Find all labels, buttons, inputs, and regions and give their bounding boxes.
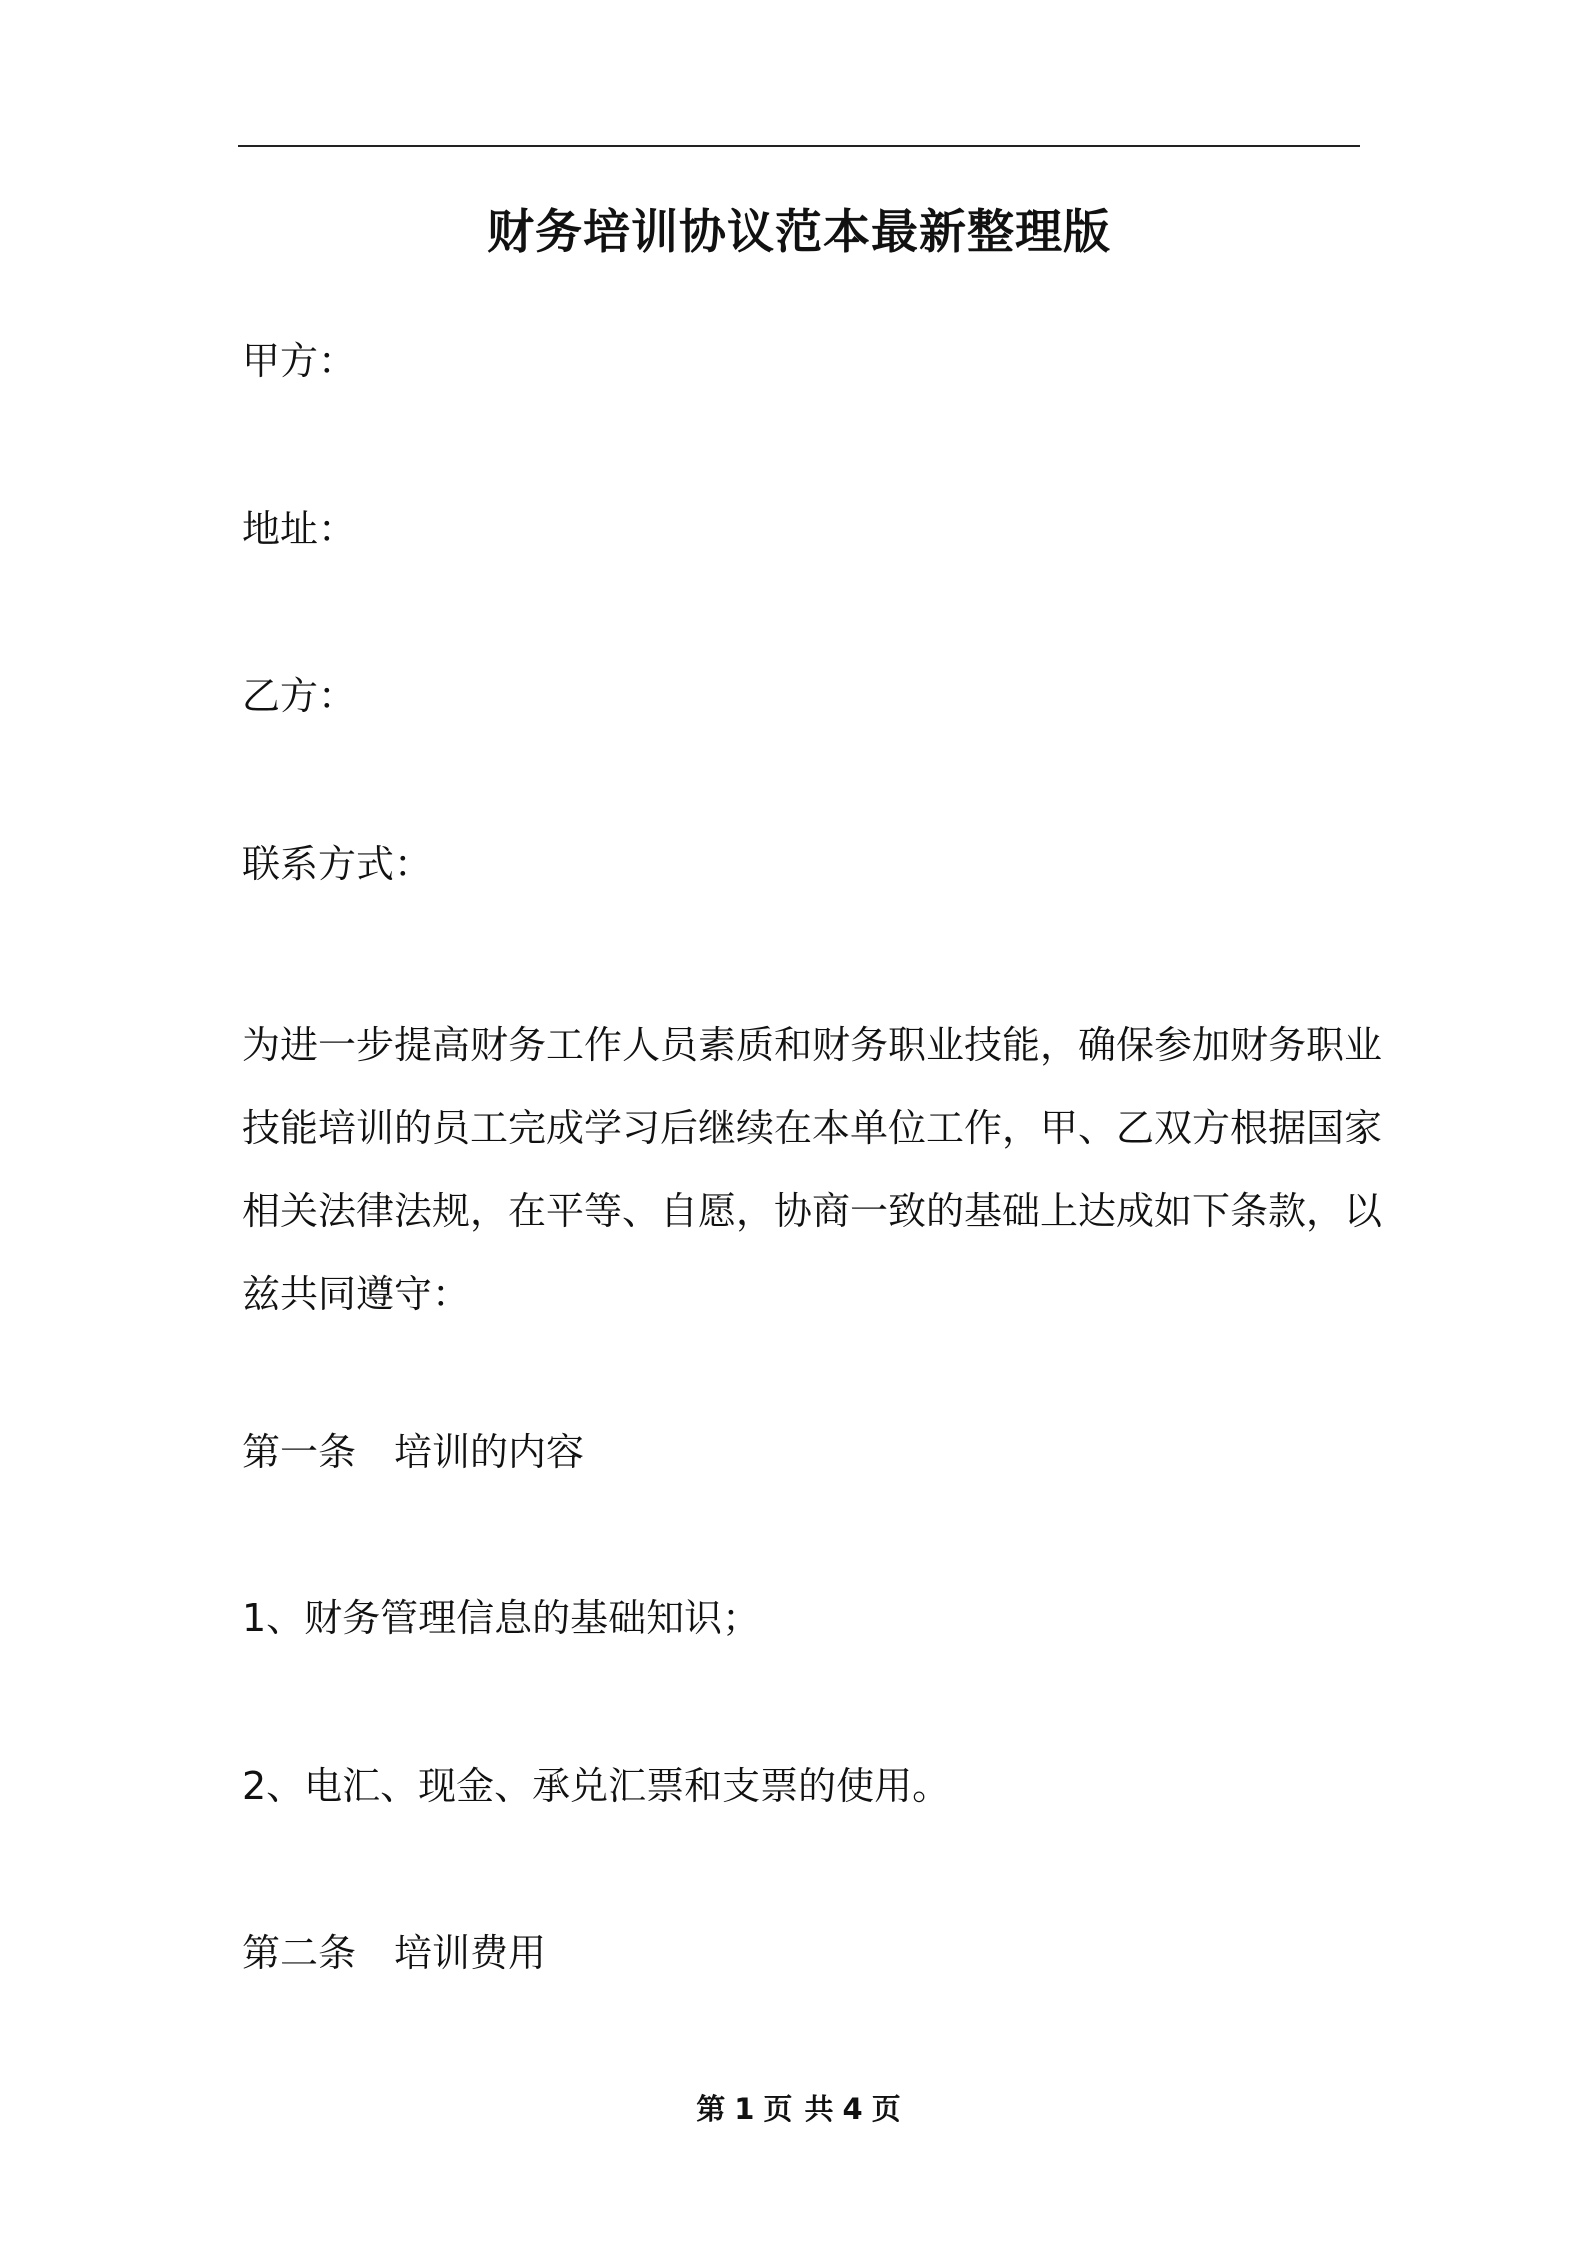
footer-suffix: 页 bbox=[871, 2092, 902, 2126]
footer-middle: 页 共 bbox=[763, 2092, 835, 2126]
intro-line: 相关法律法规，在平等、自愿，协商一致的基础上达成如下条款，以 bbox=[242, 1189, 1383, 1233]
article-1-title: 培训的内容 bbox=[394, 1430, 585, 1474]
footer-total-pages: 4 bbox=[842, 2092, 864, 2126]
list-item: 2、电汇、现金、承兑汇票和支票的使用。 bbox=[242, 1764, 951, 1808]
footer-prefix: 第 bbox=[696, 2092, 727, 2126]
intro-line: 兹共同遵守： bbox=[242, 1272, 471, 1316]
article-2-heading bbox=[242, 1925, 1362, 1981]
footer-page-number: 1 bbox=[734, 2092, 756, 2126]
party-b-label: 乙方： bbox=[242, 674, 357, 718]
article-1-heading bbox=[242, 1424, 1362, 1480]
header-rule bbox=[238, 145, 1360, 147]
intro-line: 为进一步提高财务工作人员素质和财务职业技能，确保参加财务职业 bbox=[242, 1023, 1383, 1067]
intro-paragraph bbox=[242, 1004, 1383, 1336]
article-2-title: 培训费用 bbox=[394, 1931, 547, 1975]
article-1-number: 第一条 bbox=[242, 1430, 357, 1474]
party-a-label: 甲方： bbox=[242, 339, 357, 383]
page-footer bbox=[238, 2088, 1360, 2130]
document-title: 财务培训协议范本最新整理版 bbox=[487, 205, 1111, 260]
contact-label: 联系方式： bbox=[242, 842, 433, 886]
article-2-number: 第二条 bbox=[242, 1931, 357, 1975]
list-item: 1、财务管理信息的基础知识； bbox=[242, 1596, 761, 1640]
address-label: 地址： bbox=[242, 507, 357, 551]
intro-line: 技能培训的员工完成学习后继续在本单位工作，甲、乙双方根据国家 bbox=[242, 1106, 1383, 1150]
